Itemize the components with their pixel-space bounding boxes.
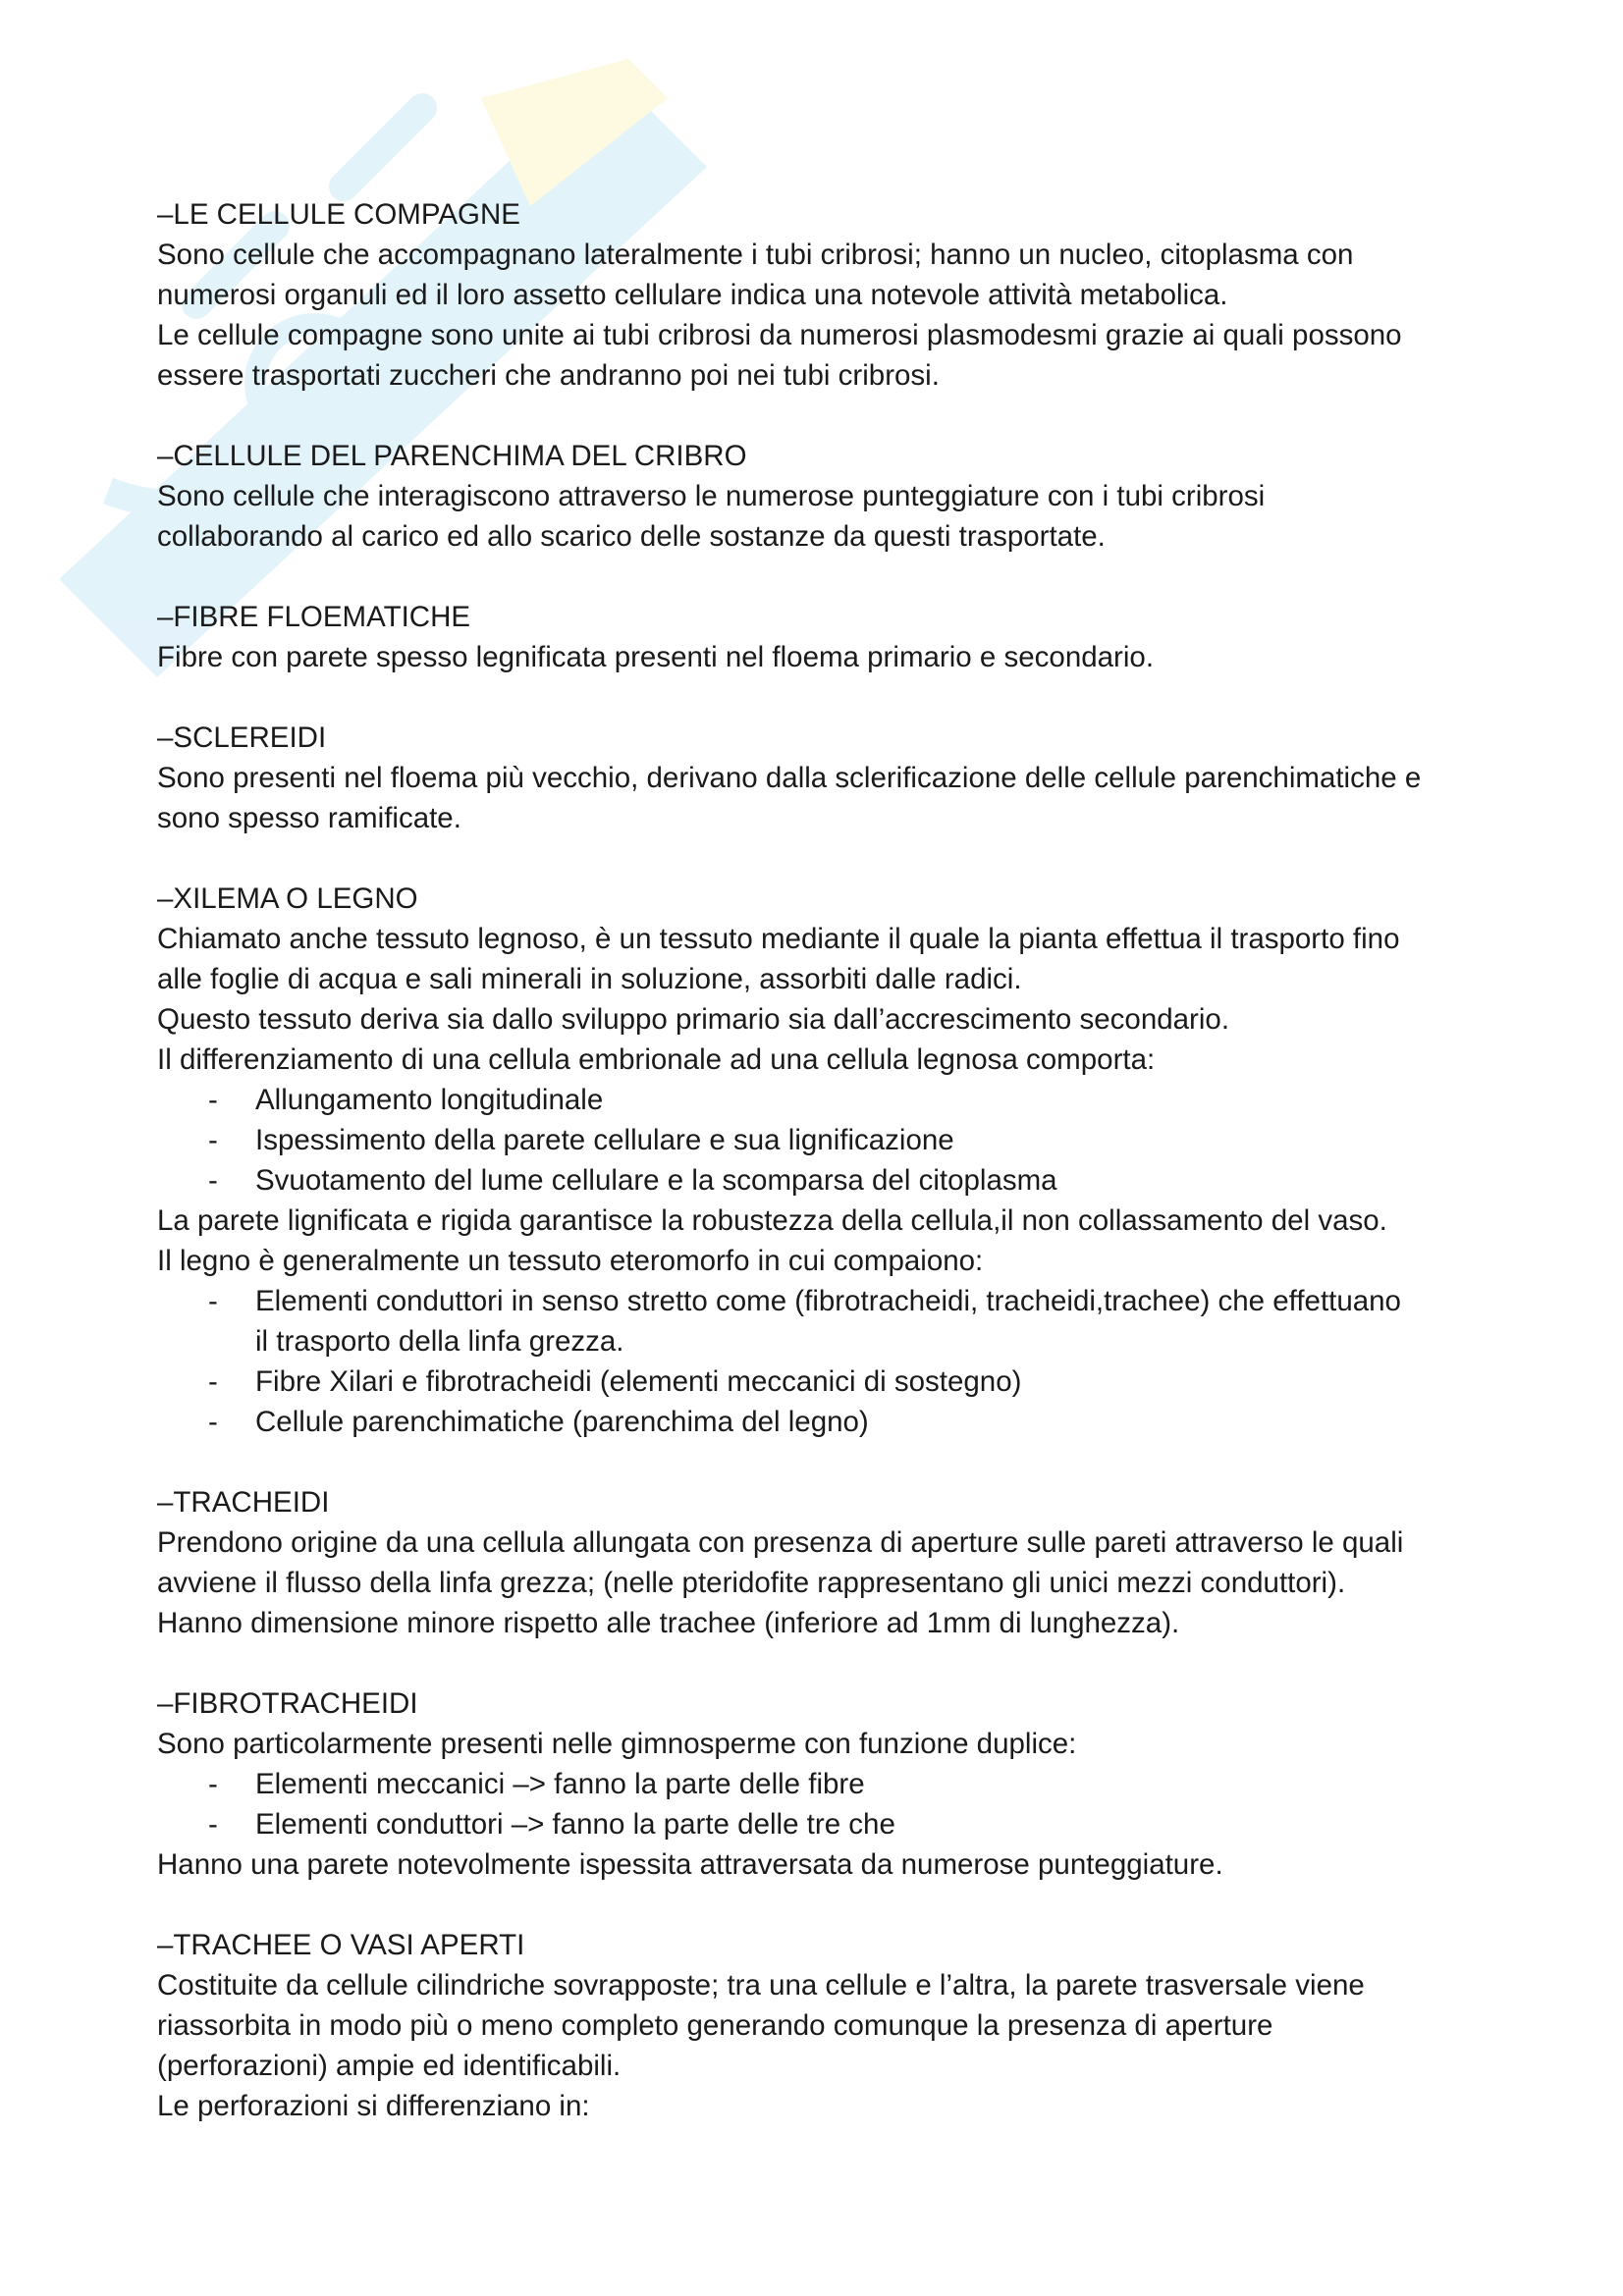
bullet-dash: - [208, 1365, 218, 1398]
paragraph-line: Le cellule compagne sono unite ai tubi cribrosi da numerosi plasmodesmi grazie ai quali possono [157, 319, 1402, 351]
list-item [157, 1120, 1502, 1160]
bullet-dash: - [208, 1285, 218, 1317]
list-item-continuation: il trasporto della linfa grezza. [255, 1325, 624, 1358]
paragraph-line: essere trasportati zuccheri che andranno poi nei tubi cribrosi. [157, 359, 940, 392]
list-item-text: Elementi meccanici –> fanno la parte delle fibre [255, 1768, 865, 1800]
paragraph-line: Prendono origine da una cellula allungata con presenza di aperture sulle pareti attraverso le quali [157, 1526, 1404, 1559]
paragraph-line: Il differenziamento di una cellula embrionale ad una cellula legnosa comporta: [157, 1043, 1156, 1076]
paragraph-line: numerosi organuli ed il loro assetto cellulare indica una notevole attività metabolica. [157, 279, 1228, 311]
list-item [157, 1080, 1502, 1120]
section-heading: –FIBROTRACHEIDI [157, 1687, 418, 1720]
bullet-dash: - [208, 1124, 218, 1156]
bullet-dash: - [208, 1808, 218, 1841]
paragraph-line: Costituite da cellule cilindriche sovrapposte; tra una cellule e l’altra, la parete trasversale viene [157, 1969, 1365, 2002]
list-item [157, 1804, 1502, 1844]
paragraph-line: Sono cellule che interagiscono attraverso le numerose punteggiature con i tubi cribrosi [157, 480, 1266, 512]
list-item-text: Svuotamento del lume cellulare e la scomparsa del citoplasma [255, 1164, 1057, 1197]
list-item-text: Cellule parenchimatiche (parenchima del legno) [255, 1406, 869, 1438]
paragraph-line: sono spesso ramificate. [157, 802, 461, 834]
paragraph-line: Sono cellule che accompagnano lateralmente i tubi cribrosi; hanno un nucleo, citoplasma con [157, 239, 1354, 271]
list-item [157, 1402, 1502, 1442]
list-item-text: Ispessimento della parete cellulare e sua lignificazione [255, 1124, 954, 1156]
paragraph-line: Hanno una parete notevolmente ispessita attraversata da numerose punteggiature. [157, 1848, 1223, 1881]
paragraph-line: Sono presenti nel floema più vecchio, derivano dalla sclerificazione delle cellule parenchimatiche e [157, 762, 1422, 794]
list-item-text: Elementi conduttori in senso stretto come (fibrotracheidi, tracheidi,trachee) che effettuano [255, 1285, 1401, 1317]
bullet-dash: - [208, 1406, 218, 1438]
list-item-text: Allungamento longitudinale [255, 1084, 604, 1116]
paragraph-line: riassorbita in modo più o meno completo generando comunque la presenza di aperture [157, 2009, 1273, 2042]
document-page [157, 194, 1502, 2126]
paragraph-line: Il legno è generalmente un tessuto eteromorfo in cui compaiono: [157, 1245, 984, 1277]
paragraph-line: Chiamato anche tessuto legnoso, è un tessuto mediante il quale la pianta effettua il trasporto fino [157, 923, 1400, 955]
list-item-text: Fibre Xilari e fibrotracheidi (elementi meccanici di sostegno) [255, 1365, 1022, 1398]
paragraph-line: alle foglie di acqua e sali minerali in soluzione, assorbiti dalle radici. [157, 963, 1022, 995]
paragraph-line: Hanno dimensione minore rispetto alle trachee (inferiore ad 1mm di lunghezza). [157, 1607, 1180, 1639]
paragraph-line: La parete lignificata e rigida garantisce la robustezza della cellula,il non collassamento del vaso. [157, 1204, 1387, 1237]
bullet-dash: - [208, 1084, 218, 1116]
paragraph-line: Sono particolarmente presenti nelle gimnosperme con funzione duplice: [157, 1728, 1077, 1760]
paragraph-line: Le perforazioni si differenziano in: [157, 2090, 590, 2122]
section-heading: –XILEMA O LEGNO [157, 882, 418, 915]
list-item [157, 1362, 1502, 1402]
section-heading: –TRACHEIDI [157, 1486, 330, 1519]
bullet-dash: - [208, 1164, 218, 1197]
paragraph-line: Fibre con parete spesso legnificata presenti nel floema primario e secondario. [157, 641, 1155, 673]
section-heading: –TRACHEE O VASI APERTI [157, 1929, 525, 1961]
section-heading: –CELLULE DEL PARENCHIMA DEL CRIBRO [157, 440, 747, 472]
paragraph-line: (perforazioni) ampie ed identificabili. [157, 2050, 622, 2082]
paragraph-line: Questo tessuto deriva sia dallo sviluppo primario sia dall’accrescimento secondario. [157, 1003, 1230, 1036]
paragraph-line: avviene il flusso della linfa grezza; (nelle pteridofite rappresentano gli unici mezzi conduttori). [157, 1567, 1346, 1599]
list-item [157, 1281, 1502, 1321]
paragraph-line: collaborando al carico ed allo scarico delle sostanze da questi trasportate. [157, 520, 1106, 553]
section-heading: –LE CELLULE COMPAGNE [157, 198, 520, 231]
list-item [157, 1160, 1502, 1201]
bullet-dash: - [208, 1768, 218, 1800]
section-heading: –FIBRE FLOEMATICHE [157, 601, 471, 633]
list-item-text: Elementi conduttori –> fanno la parte delle tre che [255, 1808, 895, 1841]
section-heading: –SCLEREIDI [157, 721, 327, 754]
list-item [157, 1764, 1502, 1804]
